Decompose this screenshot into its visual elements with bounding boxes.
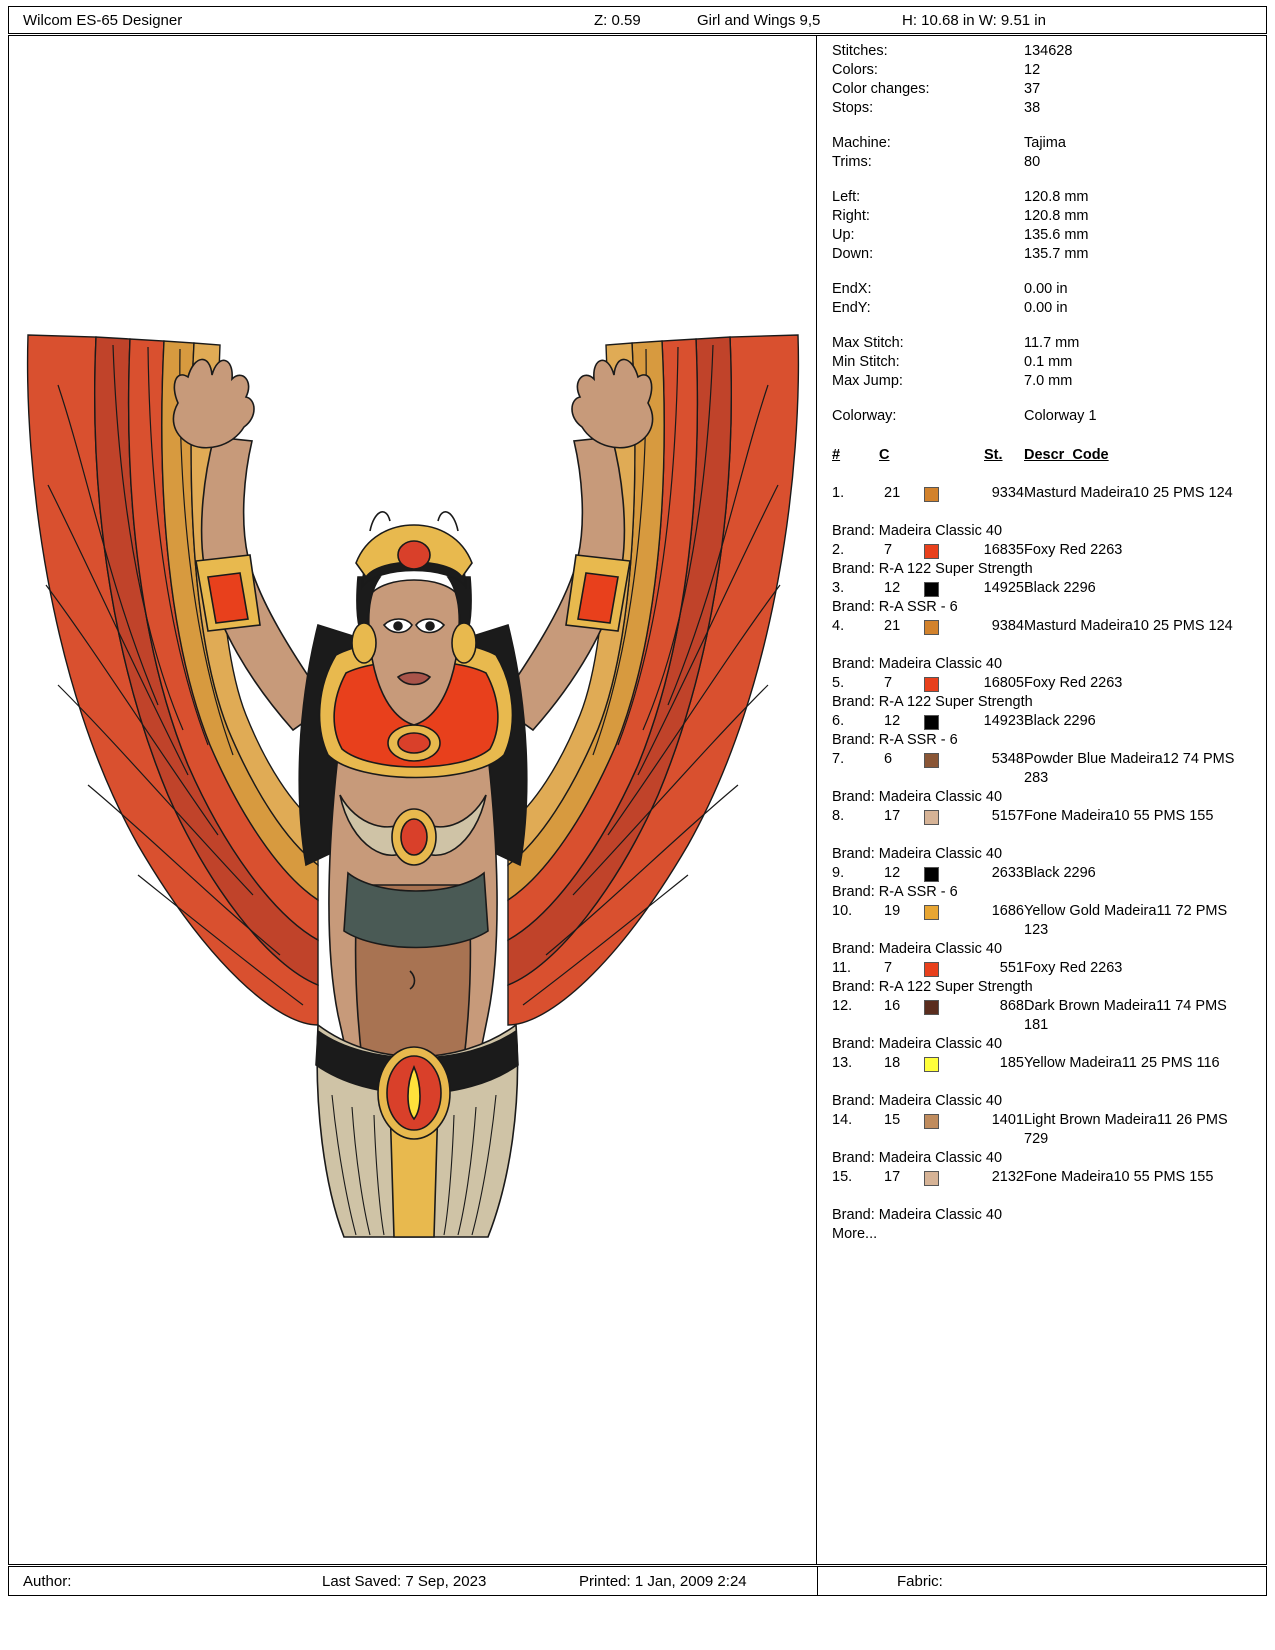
- spacer: [832, 318, 1252, 334]
- color-row-code: 19: [884, 903, 901, 919]
- info-row-machine: [832, 134, 1252, 153]
- color-row-description: Light Brown Madeira11 26 PMS 729: [1024, 1112, 1228, 1147]
- color-row-description: Yellow Gold Madeira11 72 PMS 123: [1024, 903, 1228, 938]
- value: 12: [1024, 62, 1041, 78]
- color-row-description: Fone Madeira10 55 PMS 155: [1024, 808, 1214, 824]
- info-row-min-stitch: [832, 353, 1252, 372]
- design-info-panel: [832, 42, 1252, 1244]
- color-row-code: 12: [884, 580, 901, 596]
- color-row-brand: Brand: Madeira Classic 40: [832, 1093, 1003, 1109]
- color-swatch: [924, 753, 939, 768]
- color-row-stitches: 16835: [983, 542, 1024, 558]
- value: 0.00 in: [1024, 281, 1068, 297]
- color-row-stitches: 551: [999, 960, 1024, 976]
- zoom-level: Z: 0.59: [594, 12, 641, 29]
- design-preview: [18, 325, 808, 1240]
- color-row-number: 11.: [832, 960, 852, 976]
- color-row-stitches: 5157: [991, 808, 1024, 824]
- color-row-code: 15: [884, 1112, 901, 1128]
- info-row-stops: [832, 99, 1252, 118]
- label: EndX:: [832, 281, 872, 297]
- color-row-stitches: 16805: [983, 675, 1024, 691]
- label: Up:: [832, 227, 855, 243]
- color-swatch: [924, 487, 939, 502]
- color-row-brand: Brand: R-A 122 Super Strength: [832, 979, 1033, 995]
- color-row-description: Yellow Madeira11 25 PMS 116: [1024, 1055, 1220, 1071]
- info-row-colors: [832, 61, 1252, 80]
- color-row-code: 21: [884, 485, 901, 501]
- value: 37: [1024, 81, 1041, 97]
- spacer: [832, 118, 1252, 134]
- label: Colors:: [832, 62, 878, 78]
- spacer: [832, 172, 1252, 188]
- color-row-number: 9.: [832, 865, 845, 881]
- color-row-brand: Brand: Madeira Classic 40: [832, 789, 1003, 805]
- color-row-code: 7: [884, 542, 893, 558]
- color-row-description: Dark Brown Madeira11 74 PMS 181: [1024, 998, 1227, 1033]
- color-row-stitches: 185: [999, 1055, 1024, 1071]
- label: Min Stitch:: [832, 354, 900, 370]
- color-list-more[interactable]: More...: [832, 1226, 878, 1242]
- color-list-row[interactable]: [832, 712, 1252, 731]
- panel-divider: [816, 35, 817, 1565]
- value: 38: [1024, 100, 1041, 116]
- color-row-description: Foxy Red 2263: [1024, 675, 1123, 691]
- col-header-descr: Descr_Code: [1024, 447, 1109, 463]
- color-row-description: Black 2296: [1024, 865, 1096, 881]
- color-row-stitches: 14923: [983, 713, 1024, 729]
- color-swatch: [924, 810, 939, 825]
- info-row-down: [832, 245, 1252, 264]
- color-row-number: 2.: [832, 542, 845, 558]
- color-row-stitches: 1401: [991, 1112, 1024, 1128]
- value: 80: [1024, 154, 1041, 170]
- color-row-brand: Brand: R-A SSR - 6: [832, 732, 958, 748]
- info-row-max-stitch: [832, 334, 1252, 353]
- color-list-row[interactable]: [832, 997, 1252, 1035]
- color-row-stitches: 5348: [991, 751, 1024, 767]
- info-row-up: [832, 226, 1252, 245]
- color-swatch: [924, 1057, 939, 1072]
- color-row-number: 12.: [832, 998, 853, 1014]
- info-row-colorway: [832, 407, 1252, 426]
- spacer: [832, 264, 1252, 280]
- fabric-label: Fabric:: [897, 1573, 943, 1590]
- color-row-code: 18: [884, 1055, 901, 1071]
- color-row-number: 14.: [832, 1112, 853, 1128]
- color-row-stitches: 9384: [991, 618, 1024, 634]
- color-list-row[interactable]: [832, 541, 1252, 560]
- color-row-description: Powder Blue Madeira12 74 PMS 283: [1024, 751, 1235, 786]
- value: 11.7 mm: [1024, 335, 1080, 351]
- color-row-code: 7: [884, 960, 893, 976]
- color-row-stitches: 14925: [983, 580, 1024, 596]
- color-row-description: Foxy Red 2263: [1024, 542, 1123, 558]
- color-list: [832, 484, 1252, 1225]
- value: 135.6 mm: [1024, 227, 1089, 243]
- label: EndY:: [832, 300, 871, 316]
- value: Colorway 1: [1024, 408, 1097, 424]
- spacer: [832, 391, 1252, 407]
- color-swatch: [924, 677, 939, 692]
- color-swatch: [924, 582, 939, 597]
- color-row-number: 15.: [832, 1169, 853, 1185]
- color-list-row[interactable]: [832, 1168, 1252, 1206]
- info-row-trims: [832, 153, 1252, 172]
- color-row-number: 10.: [832, 903, 853, 919]
- color-row-number: 5.: [832, 675, 845, 691]
- label: Max Stitch:: [832, 335, 904, 351]
- color-row-brand: Brand: Madeira Classic 40: [832, 1207, 1003, 1223]
- color-row-brand: Brand: Madeira Classic 40: [832, 1150, 1003, 1166]
- color-swatch: [924, 715, 939, 730]
- last-saved-label: Last Saved: 7 Sep, 2023: [322, 1573, 487, 1590]
- color-row-stitches: 9334: [991, 485, 1024, 501]
- color-row-code: 7: [884, 675, 893, 691]
- color-row-number: 8.: [832, 808, 845, 824]
- value: 0.1 mm: [1024, 354, 1073, 370]
- color-row-brand: Brand: Madeira Classic 40: [832, 656, 1003, 672]
- color-list-row[interactable]: [832, 864, 1252, 883]
- label: Down:: [832, 246, 874, 262]
- header-bar: [8, 6, 1267, 34]
- color-row-brand: Brand: Madeira Classic 40: [832, 1036, 1003, 1052]
- color-row-stitches: 1686: [991, 903, 1024, 919]
- spacer: [832, 426, 1252, 442]
- label: Max Jump:: [832, 373, 903, 389]
- color-row-number: 3.: [832, 580, 845, 596]
- color-row-number: 1.: [832, 485, 845, 501]
- color-swatch: [924, 867, 939, 882]
- design-name: Girl and Wings 9,5: [697, 12, 821, 29]
- color-list-row[interactable]: [832, 807, 1252, 845]
- footer-bar: [8, 1566, 1267, 1596]
- color-list-row[interactable]: [832, 959, 1252, 978]
- info-row-endy: [832, 299, 1252, 318]
- color-row-stitches: 868: [999, 998, 1024, 1014]
- label: Colorway:: [832, 408, 897, 424]
- color-row-stitches: 2633: [991, 865, 1024, 881]
- value: 120.8 mm: [1024, 189, 1089, 205]
- value: 7.0 mm: [1024, 373, 1073, 389]
- color-row-brand: Brand: Madeira Classic 40: [832, 523, 1003, 539]
- color-row-description: Foxy Red 2263: [1024, 960, 1123, 976]
- col-header-number: #: [832, 447, 841, 463]
- color-row-number: 4.: [832, 618, 845, 634]
- color-swatch: [924, 1000, 939, 1015]
- value: 135.7 mm: [1024, 246, 1089, 262]
- color-row-description: Black 2296: [1024, 713, 1096, 729]
- info-row-endx: [832, 280, 1252, 299]
- color-row-code: 21: [884, 618, 901, 634]
- color-row-code: 12: [884, 865, 901, 881]
- printed-label: Printed: 1 Jan, 2009 2:24: [579, 1573, 747, 1590]
- color-row-code: 6: [884, 751, 893, 767]
- color-list-row[interactable]: [832, 579, 1252, 598]
- author-label: Author:: [23, 1573, 72, 1590]
- color-row-number: 6.: [832, 713, 845, 729]
- color-row-description: Masturd Madeira10 25 PMS 124: [1024, 485, 1233, 501]
- info-row-stitches: [832, 42, 1252, 61]
- info-row-right: [832, 207, 1252, 226]
- col-header-stitches: St.: [984, 447, 1003, 463]
- color-swatch: [924, 544, 939, 559]
- color-row-code: 12: [884, 713, 901, 729]
- color-row-code: 17: [884, 1169, 901, 1185]
- label: Color changes:: [832, 81, 930, 97]
- value: 120.8 mm: [1024, 208, 1089, 224]
- info-row-color-changes: [832, 80, 1252, 99]
- label: Right:: [832, 208, 870, 224]
- color-swatch: [924, 1171, 939, 1186]
- value: Tajima: [1024, 135, 1066, 151]
- value: 134628: [1024, 43, 1073, 59]
- color-row-brand: Brand: R-A 122 Super Strength: [832, 694, 1033, 710]
- color-list-row[interactable]: [832, 674, 1252, 693]
- color-row-number: 13.: [832, 1055, 853, 1071]
- color-row-brand: Brand: Madeira Classic 40: [832, 941, 1003, 957]
- color-row-number: 7.: [832, 751, 845, 767]
- color-list-header: [832, 446, 1252, 468]
- color-list-row[interactable]: [832, 902, 1252, 940]
- color-row-code: 17: [884, 808, 901, 824]
- color-row-brand: Brand: R-A SSR - 6: [832, 599, 958, 615]
- app-title: Wilcom ES-65 Designer: [23, 12, 183, 29]
- color-row-brand: Brand: Madeira Classic 40: [832, 846, 1003, 862]
- label: Stitches:: [832, 43, 888, 59]
- color-row-brand: Brand: R-A 122 Super Strength: [832, 561, 1033, 577]
- value: 0.00 in: [1024, 300, 1068, 316]
- label: Machine:: [832, 135, 891, 151]
- color-row-description: Fone Madeira10 55 PMS 155: [1024, 1169, 1214, 1185]
- color-swatch: [924, 1114, 939, 1129]
- label: Trims:: [832, 154, 872, 170]
- color-swatch: [924, 620, 939, 635]
- label: Stops:: [832, 100, 874, 116]
- spacer: [832, 468, 1252, 484]
- label: Left:: [832, 189, 861, 205]
- col-header-code: C: [879, 447, 890, 463]
- info-row-max-jump: [832, 372, 1252, 391]
- color-list-row[interactable]: [832, 484, 1252, 522]
- color-row-code: 16: [884, 998, 901, 1014]
- info-row-left: [832, 188, 1252, 207]
- color-swatch: [924, 962, 939, 977]
- color-list-row[interactable]: [832, 750, 1252, 788]
- color-row-stitches: 2132: [991, 1169, 1024, 1185]
- color-list-row[interactable]: [832, 1111, 1252, 1149]
- footer-divider: [817, 1567, 818, 1595]
- color-list-row[interactable]: [832, 1054, 1252, 1092]
- color-swatch: [924, 905, 939, 920]
- color-list-row[interactable]: [832, 617, 1252, 655]
- color-row-brand: Brand: R-A SSR - 6: [832, 884, 958, 900]
- color-row-description: Masturd Madeira10 25 PMS 124: [1024, 618, 1233, 634]
- design-dimensions: H: 10.68 in W: 9.51 in: [902, 12, 1046, 29]
- color-row-description: Black 2296: [1024, 580, 1096, 596]
